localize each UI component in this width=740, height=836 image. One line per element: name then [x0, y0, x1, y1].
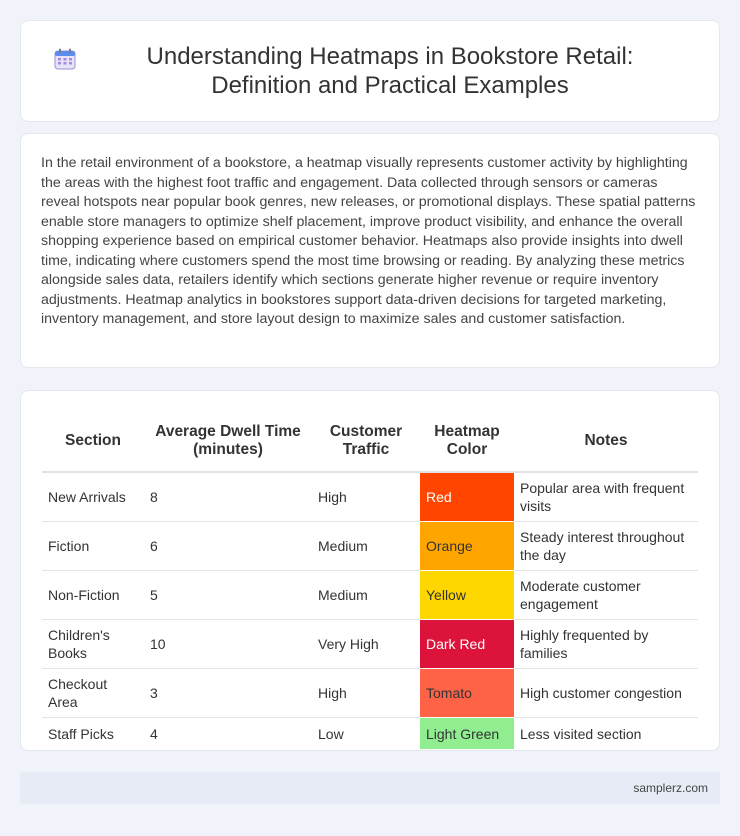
cell-customer-traffic: High — [312, 473, 420, 522]
cell-dwell-time: 8 — [144, 473, 312, 522]
header-heatmap-color: Heatmap Color — [420, 411, 514, 473]
cell-heatmap-color: Light Green — [420, 718, 514, 749]
header-notes: Notes — [514, 411, 698, 473]
cell-heatmap-color: Yellow — [420, 571, 514, 620]
title-card — [20, 20, 720, 122]
cell-section: Checkout Area — [42, 669, 144, 718]
table-header-row — [42, 411, 698, 473]
table-row — [42, 522, 698, 571]
intro-paragraph: In the retail environment of a bookstore, a heatmap visually represents customer activity by highlighting the areas with the highest foot traffic and engagement. Data collected through sensors or cameras reveal hotspots near popular book genres, new releases, or promotional displays. These spatial patterns enable store managers to optimize shelf placement, improve product visibility, and enhance the overall shopping experience based on empirical customer behavior. Heatmaps also provide insights into dwell time, indicating where customers spend the most time browsing or reading. By analyzing these metrics alongside sales data, retailers identify which sections generate higher revenue or require inventory adjustments. Heatmap analytics in bookstores support data-driven decisions for targeted marketing, inventory management, and store layout design to maximize sales and customer satisfaction. — [41, 155, 696, 327]
cell-dwell-time: 6 — [144, 522, 312, 571]
table-row — [42, 620, 698, 669]
header-dwell-time: Average Dwell Time (minutes) — [144, 411, 312, 473]
table-row — [42, 718, 698, 749]
cell-dwell-time: 4 — [150, 725, 158, 742]
footer — [20, 772, 720, 804]
header-section: Section — [42, 411, 144, 473]
cell-heatmap-color: Dark Red — [420, 620, 514, 669]
cell-notes: Steady interest throughout the day — [514, 522, 698, 571]
cell-customer-traffic: Medium — [312, 522, 420, 571]
footer-site-link[interactable]: samplerz.com — [633, 781, 708, 795]
cell-heatmap-color: Tomato — [420, 669, 514, 718]
cell-customer-traffic: Medium — [312, 571, 420, 620]
intro-card — [20, 133, 720, 368]
cell-dwell-time: 3 — [144, 669, 312, 718]
cell-section: Fiction — [42, 522, 144, 571]
cell-customer-traffic: Very High — [312, 620, 420, 669]
cell-notes: Popular area with frequent visits — [514, 473, 698, 522]
cell-heatmap-color: Orange — [420, 522, 514, 571]
cell-notes: Less visited section — [520, 725, 642, 742]
cell-customer-traffic: High — [312, 669, 420, 718]
heatmap-table — [42, 411, 698, 749]
cell-section: Non-Fiction — [42, 571, 144, 620]
cell-notes: Moderate customer engagement — [514, 571, 698, 620]
header-customer-traffic: Customer Traffic — [312, 411, 420, 473]
cell-heatmap-color: Red — [420, 473, 514, 522]
cell-dwell-time: 5 — [144, 571, 312, 620]
table-row — [42, 669, 698, 718]
table-row — [42, 473, 698, 522]
cell-section: New Arrivals — [42, 473, 144, 522]
cell-dwell-time: 10 — [144, 620, 312, 669]
cell-customer-traffic: Low — [318, 725, 344, 742]
cell-section: Children's Books — [42, 620, 144, 669]
page-title: Understanding Heatmaps in Bookstore Retail: Definition and Practical Examples — [146, 43, 634, 99]
cell-section: Staff Picks — [48, 725, 114, 742]
table-row — [42, 571, 698, 620]
cell-notes: High customer congestion — [514, 669, 698, 718]
cell-notes: Highly frequented by families — [514, 620, 698, 669]
table-card — [20, 390, 720, 751]
